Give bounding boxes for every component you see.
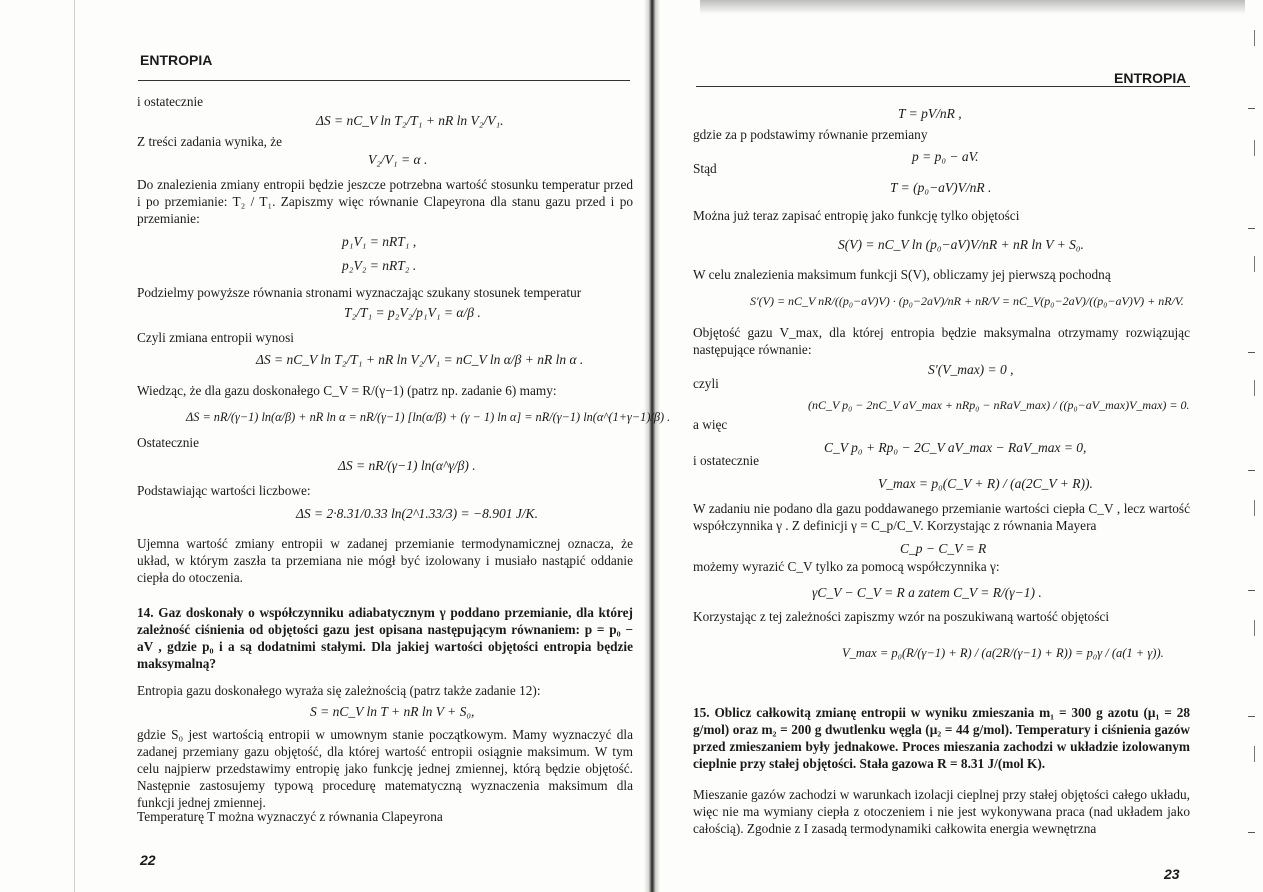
- equation: T = pV/nR ,: [898, 106, 962, 121]
- header-rule: [138, 80, 630, 81]
- equation: S(V) = nC_V ln (p₀−aV)V/nR + nR ln V + S₀.: [838, 237, 1084, 252]
- scan-margin-mark: [1248, 832, 1255, 833]
- scan-margin-mark: [1254, 140, 1255, 156]
- paragraph: Do znalezienia zmiany entropii będzie jeszcze potrzebna wartość stosunku temperatur przed i po przemianie: T₂ / T₁. Zapiszmy więc równanie Clapeyrona dla stanu gazu przed i po przemianie:: [137, 177, 633, 226]
- scan-margin-mark: [1248, 716, 1255, 717]
- text-line: Podzielmy powyższe równania stronami wyznaczając szukany stosunek temperatur: [137, 285, 582, 300]
- right-page: [658, 0, 1263, 892]
- equation: p = p₀ − aV.: [912, 149, 979, 164]
- text-line: Ostatecznie: [137, 435, 200, 450]
- equation: S′(V) = nC_V nR/((p₀−aV)V) · (p₀−2aV)/nR + nR/V = nC_V(p₀−2aV)/((p₀−aV)V) + nR/V.: [750, 294, 1184, 308]
- equation: ΔS = nR/(γ−1) ln(α^γ/β) .: [338, 458, 476, 473]
- page-number: 22: [140, 852, 156, 868]
- equation: ΔS = 2·8.31/0.33 ln(2^1.33/3) = −8.901 J/K.: [296, 506, 538, 521]
- scan-margin-mark: [1254, 620, 1255, 636]
- text-line: W celu znalezienia maksimum funkcji S(V), obliczamy jej pierwszą pochodną: [693, 267, 1111, 282]
- text-line: a więc: [693, 417, 728, 432]
- equation: C_p − C_V = R: [900, 541, 987, 556]
- text-line: Entropia gazu doskonałego wyraża się zależnością (patrz także zadanie 12):: [137, 683, 541, 698]
- equation: V_max = p₀(C_V + R) / (a(2C_V + R)).: [878, 476, 1093, 491]
- scan-margin-mark: [1248, 470, 1255, 471]
- page-number: 23: [1164, 866, 1180, 882]
- equation: ΔS = nC_V ln T₂/T₁ + nR ln V₂/V₁ = nC_V ln α/β + nR ln α .: [256, 352, 584, 367]
- equation: ΔS = nC_V ln T₂/T₁ + nR ln V₂/V₁.: [316, 113, 504, 128]
- scan-margin-mark: [1254, 256, 1255, 272]
- text-line: Korzystając z tej zależności zapiszmy wzór na poszukiwaną wartość objętości: [693, 609, 1110, 624]
- equation: V₂/V₁ = α .: [368, 152, 428, 167]
- text-line: Z treści zadania wynika, że: [137, 134, 283, 149]
- text-line: i ostatecznie: [137, 94, 204, 109]
- text-line: Czyli zmiana entropii wynosi: [137, 330, 294, 345]
- scan-margin-mark: [1248, 590, 1255, 591]
- text-line: Temperaturę T można wyznaczyć z równania Clapeyrona: [137, 809, 443, 824]
- equation: C_V p₀ + Rp₀ − 2C_V aV_max − RaV_max = 0,: [824, 440, 1087, 455]
- paragraph: Ujemna wartość zmiany entropii w zadanej przemianie termodynamicznej oznacza, że układ, w którym zaszła ta przemiana nie mógł być izolowany i musiało nastąpić oddanie ciepła do otoczenia.: [137, 536, 633, 585]
- scan-margin-mark: [1248, 108, 1255, 109]
- problem-statement: 14. Gaz doskonały o współczynniku adiabatycznym γ poddano przemianie, dla której zależność ciśnienia od objętości gazu jest opisana następującym równaniem: p = p₀ − aV , gdzie p₀ i a są dodatnimi stałymi. Dla jakiej wartości objętości entropia będzie maksymalną?: [137, 605, 633, 671]
- scan-margin-mark: [1254, 30, 1255, 46]
- scan-margin-mark: [1248, 228, 1255, 229]
- equation: γC_V − C_V = R a zatem C_V = R/(γ−1) .: [812, 585, 1042, 600]
- equation: V_max = p₀(R/(γ−1) + R) / (a(2R/(γ−1) + R)) = p₀γ / (a(1 + γ)).: [842, 646, 1164, 660]
- text-line: czyli: [693, 376, 719, 391]
- equation: T = (p₀−aV)V/nR .: [890, 180, 992, 195]
- text-line: Wiedząc, że dla gazu doskonałego C_V = R/(γ−1) (patrz np. zadanie 6) mamy:: [137, 383, 557, 398]
- scan-margin-mark: [1254, 500, 1255, 516]
- equation: S = nC_V ln T + nR ln V + S₀,: [310, 704, 475, 719]
- paragraph: Mieszanie gazów zachodzi w warunkach izolacji cieplnej przy stałej objętości całego układu, więc nie ma wymiany ciepła z otoczeniem i nie jest wykonywana praca (nad układem jako całością). Zgodnie z I zasadą termodynamiki całkowita energia wewnętrzna: [693, 787, 1190, 836]
- text-line: Podstawiając wartości liczbowe:: [137, 483, 311, 498]
- scan-margin-mark: [1248, 352, 1255, 353]
- text-line: Stąd: [693, 161, 717, 176]
- text-line: i ostatecznie: [693, 453, 760, 468]
- paragraph: W zadaniu nie podano dla gazu poddawanego przemianie wartości ciepła C_V , lecz wartość współczynnika γ . Z definicji γ = C_p/C_V. Korzystając z równania Mayera: [693, 501, 1190, 533]
- running-header: ENTROPIA: [140, 52, 213, 68]
- header-rule: [696, 86, 1190, 87]
- paragraph: gdzie S₀ jest wartością entropii w umownym stanie początkowym. Mamy wyznaczyć dla zadanej przemiany gazu objętość, dla której wartość entropii osiągnie maksimum. W tym celu najpierw przedstawimy entropię jako funkcję jednej zmiennej, którą będzie objętość. Następnie zastosujemy typową procedurę matematyczną wyznaczenia maksimum dla funkcji jednej zmiennej.: [137, 727, 633, 810]
- equation: ΔS = nR/(γ−1) ln(α/β) + nR ln α = nR/(γ−1) [ln(α/β) + (γ − 1) ln α] = nR/(γ−1) ln(α^(1+γ−1)/β) .: [186, 410, 671, 424]
- scan-margin-mark: [1254, 380, 1255, 396]
- equation: (nC_V p₀ − 2nC_V aV_max + nRp₀ − nRaV_max) / ((p₀−aV_max)V_max) = 0.: [808, 398, 1190, 412]
- equation: p₂V₂ = nRT₂ .: [342, 258, 417, 273]
- equation: p₁V₁ = nRT₁ ,: [342, 234, 417, 249]
- running-header: ENTROPIA: [1114, 70, 1187, 86]
- equation: S′(V_max) = 0 ,: [928, 362, 1014, 377]
- problem-statement: 15. Oblicz całkowitą zmianę entropii w wyniku zmieszania m₁ = 300 g azotu (μ₁ = 28 g/mol) oraz m₂ = 200 g dwutlenku węgla (μ₂ = 44 g/mol). Temperatury i ciśnienia gazów przed zmieszaniem były jednakowe. Proces mieszania zachodzi w układzie izolowanym cieplnie przy stałej objętości. Stała gazowa R = 8.31 J/(mol K).: [693, 705, 1190, 771]
- equation: T₂/T₁ = p₂V₂/p₁V₁ = α/β .: [344, 305, 481, 320]
- scan-margin-mark: [1254, 746, 1255, 762]
- paragraph: Objętość gazu V_max, dla której entropia będzie maksymalna otrzymamy rozwiązując następujące równanie:: [693, 325, 1190, 357]
- text-line: możemy wyrazić C_V tylko za pomocą współczynnika γ:: [693, 559, 1000, 574]
- text-line: Można już teraz zapisać entropię jako funkcję tylko objętości: [693, 208, 1020, 223]
- text-line: gdzie za p podstawimy równanie przemiany: [693, 127, 928, 142]
